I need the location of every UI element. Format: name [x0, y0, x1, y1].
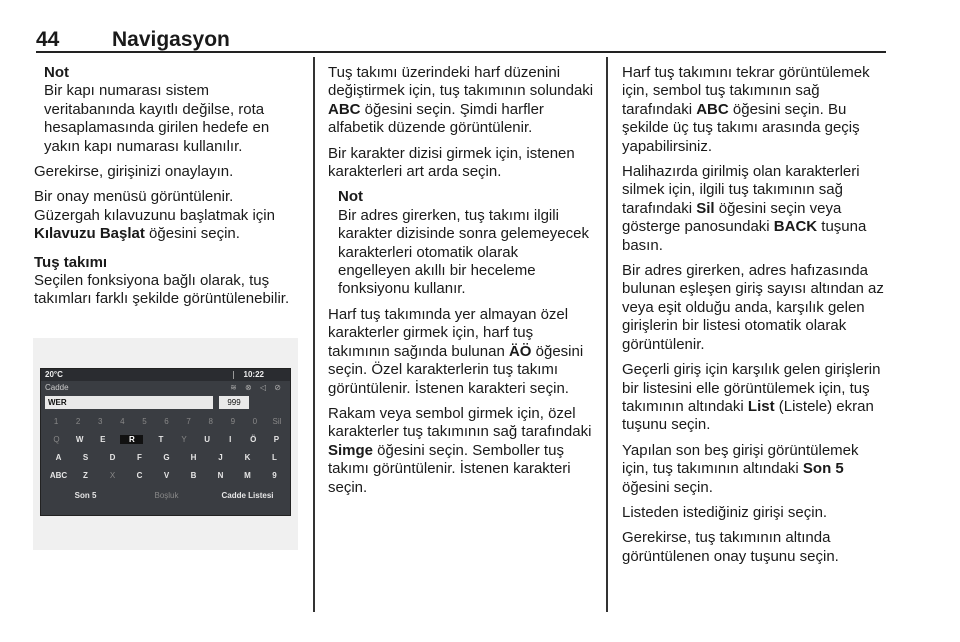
text: öğesini seçin. — [622, 478, 713, 496]
delete-key[interactable]: Sil — [272, 417, 282, 426]
key[interactable]: W — [75, 435, 84, 444]
text: Tuş takımı üzerindeki harf düzenini değiştirmek için, tuş takımının solundaki — [328, 64, 594, 100]
subheading: Tuş takımı — [34, 253, 108, 271]
paragraph — [328, 306, 594, 398]
section-title: Navigasyon — [112, 28, 230, 51]
key[interactable]: Y — [181, 435, 187, 444]
note-box — [328, 188, 594, 298]
key[interactable]: X — [109, 471, 116, 480]
key[interactable]: Z — [83, 471, 88, 480]
text: Yapılan son beş girişi görüntülemek için, tuş takımının altındaki — [622, 441, 859, 478]
key[interactable]: D — [109, 453, 116, 462]
key[interactable]: 6 — [164, 417, 169, 426]
key-selected[interactable]: R — [120, 435, 143, 444]
text: (Listele) ekran tuşunu seçin. — [622, 397, 874, 434]
keyboard-screenshot — [33, 338, 298, 550]
key[interactable]: E — [100, 435, 106, 444]
text: öğesini seçin veya gösterge panosundaki — [622, 199, 842, 236]
note-text: Bir adres girerken, tuş takımı ilgili karakter dizisinde sonra gelemeyecek karakterleri otomatik olarak engelleyen akıllı bir heceleme fonksiyonu kullanır. — [338, 206, 589, 298]
key-row-qwerty — [45, 431, 288, 448]
note-text: Bir kapı numarası sistem veritabanında kayıtlı değilse, rota hesaplamasında girilen hedefe en yakın kapı numarası kullanılır. — [44, 82, 270, 155]
text: öğesini seçin. Özel karakterlerin tuş takımı görüntülenir. İstenen karakteri seçin. — [328, 342, 584, 397]
paragraph: Listeden istediğiniz girişi seçin. — [622, 503, 828, 521]
text: Geçerli giriş için karşılık gelen girişlerin bir listesini elle görüntülemek için, tuş takımının altındaki — [622, 361, 881, 415]
space-button[interactable]: Boşluk — [154, 491, 179, 500]
key[interactable]: G — [163, 453, 170, 462]
text: Harf tuş takımında yer almayan özel karakterler girmek için, harf tuş takımının sağında bulunan — [328, 305, 569, 360]
key[interactable]: S — [82, 453, 89, 462]
menu-term: Kılavuzu Başlat — [34, 225, 145, 243]
paragraph: Bir karakter dizisi girmek için, istenen karakterleri art arda seçin. — [328, 144, 575, 181]
paragraph: Gerekirse, tuş takımının altında görüntülenen onay tuşunu seçin. — [622, 529, 839, 565]
menu-term: BACK — [773, 218, 818, 236]
page-header — [36, 28, 886, 50]
text: öğesini seçin. Şimdi harfler alfabetik düzende görüntülenir. — [328, 100, 544, 137]
key[interactable]: 0 — [252, 417, 258, 426]
clock: 10:22 — [243, 370, 264, 379]
key[interactable]: 5 — [142, 417, 147, 426]
paragraph — [622, 163, 888, 255]
paragraph — [34, 188, 300, 243]
key-row-asdf — [45, 449, 288, 466]
key-row-zxcv — [45, 467, 288, 484]
text: Bir onay menüsü görüntülenir. Güzergah kılavuzunu başlatmak için — [34, 188, 275, 224]
text: Halihazırda girilmiş olan karakterleri silmek için, ilgili tuş takımının sağ tarafındaki — [622, 163, 860, 217]
key[interactable]: H — [190, 453, 197, 462]
key[interactable]: C — [136, 471, 143, 480]
menu-term: Son 5 — [802, 460, 844, 478]
text: öğesini seçin. Bu şekilde üç tuş takımı arasında geçiş yapabilirsiniz. — [622, 100, 860, 155]
key[interactable]: M — [244, 471, 251, 480]
key[interactable]: 7 — [186, 417, 191, 426]
abc-key[interactable]: ABC — [49, 471, 68, 480]
paragraph: Bir adres girerken, adres hafızasında bulunan eşleşen giriş sayısı altından az veya eşit olduğu anda, karşılık gelen girişlerin bir listesi otomatik olarak görüntülenir. — [622, 262, 884, 353]
paragraph — [622, 442, 888, 497]
key[interactable]: B — [190, 471, 197, 480]
key-row-actions — [45, 487, 288, 504]
text: öğesini seçin. — [144, 225, 240, 243]
note-box — [34, 64, 300, 156]
match-count: 999 — [219, 396, 249, 409]
paragraph — [328, 405, 594, 497]
text: tuşuna basın. — [622, 218, 867, 254]
text: öğesini seçin. Semboller tuş takımı görüntülenir. İstenen karakteri seçin. — [328, 441, 571, 496]
column-divider — [606, 57, 608, 612]
key[interactable]: J — [218, 453, 223, 462]
note-title: Not — [338, 188, 363, 206]
column-divider — [313, 57, 315, 612]
key[interactable]: 8 — [208, 417, 213, 426]
text: Rakam veya sembol girmek için, özel karakterler tuş takımının sağ tarafındaki — [328, 404, 592, 441]
key[interactable]: K — [244, 453, 251, 462]
key[interactable]: 2 — [75, 417, 81, 426]
entry-field[interactable]: WER — [45, 396, 213, 409]
text: Harf tuş takımını tekrar görüntülemek için, sembol tuş takımının sağ tarafındaki — [622, 64, 870, 118]
key[interactable]: 4 — [120, 417, 125, 426]
note-title: Not — [44, 64, 69, 81]
key[interactable]: P — [273, 435, 280, 444]
key[interactable]: L — [272, 453, 277, 462]
page-number: 44 — [36, 28, 60, 51]
menu-term: List — [747, 397, 775, 415]
menu-term: ABC — [328, 100, 361, 118]
menu-term: Sil — [696, 199, 715, 217]
paragraph: Seçilen fonksiyona bağlı olarak, tuş takımları farklı şekilde görüntülenebilir. — [34, 272, 290, 308]
paragraph — [328, 64, 594, 138]
menu-term: Simge — [328, 441, 374, 459]
key[interactable]: 3 — [98, 417, 103, 426]
column-left — [34, 64, 300, 316]
key[interactable]: 9 — [230, 417, 236, 426]
key[interactable]: F — [137, 453, 142, 462]
paragraph: Gerekirse, girişinizi onaylayın. — [34, 163, 234, 181]
header-rule — [36, 51, 886, 53]
key[interactable]: 9 — [272, 471, 277, 480]
key[interactable]: U — [204, 435, 210, 444]
temperature: 20°C — [45, 370, 63, 379]
key[interactable]: I — [229, 435, 232, 444]
key[interactable]: N — [217, 471, 224, 480]
paragraph — [622, 361, 888, 435]
key-row-digits — [45, 413, 288, 430]
divider — [233, 371, 234, 379]
cadde-listesi-button[interactable]: Cadde Listesi — [221, 491, 274, 500]
column-right — [622, 64, 888, 573]
field-label: Cadde — [45, 383, 69, 392]
key[interactable]: Ö — [250, 435, 257, 444]
column-middle — [328, 64, 594, 504]
key[interactable]: A — [55, 453, 62, 462]
paragraph — [622, 64, 888, 156]
key[interactable]: 1 — [53, 417, 59, 426]
menu-term: ABC — [696, 100, 729, 118]
status-bar — [41, 369, 290, 381]
status-icons: ≋ ⊗ ◁ ⊘ — [230, 383, 284, 392]
menu-term: ÄÖ — [508, 342, 532, 360]
son5-button[interactable]: Son 5 — [74, 491, 97, 500]
key[interactable]: V — [163, 471, 170, 480]
infotainment-screen — [40, 368, 291, 516]
key[interactable]: T — [158, 435, 164, 444]
key[interactable]: Q — [53, 435, 60, 444]
